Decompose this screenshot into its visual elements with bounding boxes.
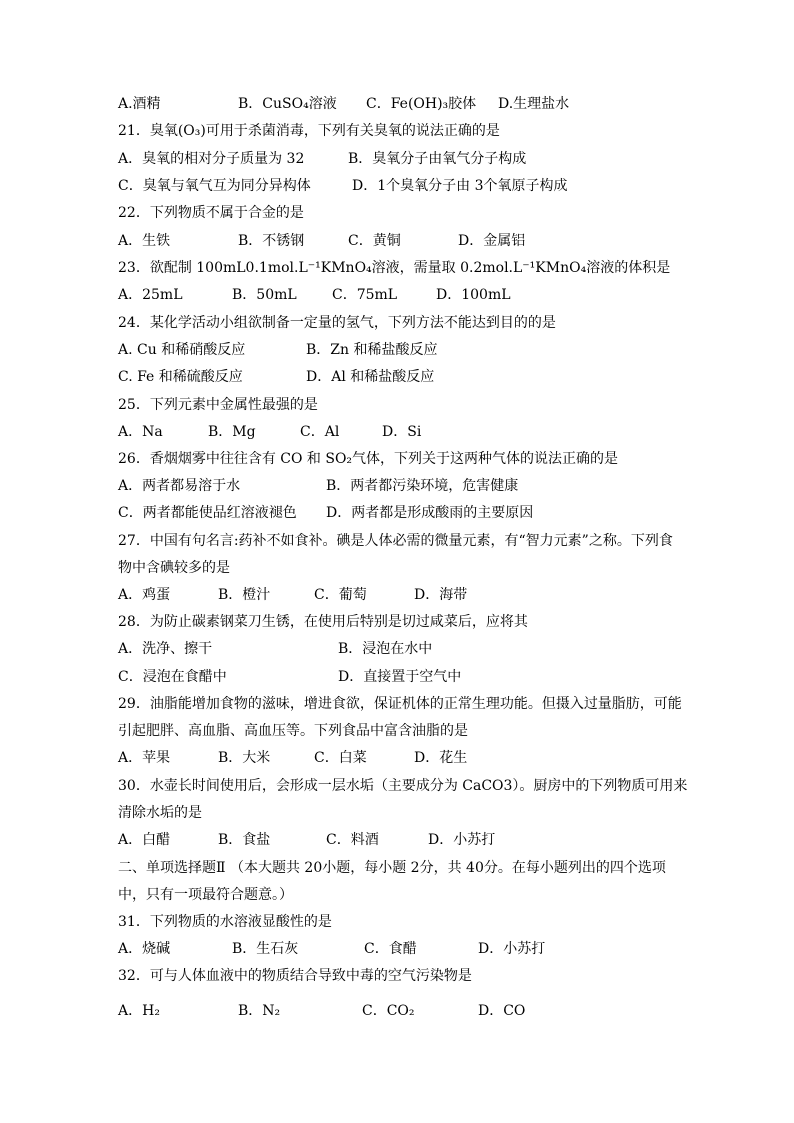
option-a: A．Na — [118, 424, 163, 440]
question-line: 32．可与人体血液中的物质结合导致中毒的空气污染物是 — [118, 968, 472, 984]
option-a: A．鸡蛋 — [118, 587, 171, 603]
option-c: C．食醋 — [364, 941, 417, 957]
options-row — [0, 367, 794, 387]
question-line: 29．油脂能增加食物的滋味，增进食欲，保证机体的正常生理功能。但摄入过量脂肪，可能 — [118, 696, 682, 712]
option-d: D．Si — [382, 424, 422, 440]
options-row — [0, 476, 794, 496]
option-b: B．浸泡在水中 — [338, 641, 433, 657]
option-d: D．小苏打 — [428, 832, 496, 848]
option-a: A.酒精 — [118, 96, 161, 112]
option-a: A．烧碱 — [118, 941, 171, 957]
option-d: D．花生 — [414, 750, 468, 766]
option-b: B．Zn 和稀盐酸反应 — [306, 342, 438, 358]
options-row — [0, 340, 794, 360]
option-a: C．两者都能使品红溶液褪色 — [118, 505, 297, 521]
options-row — [0, 639, 794, 659]
option-b: B．不锈钢 — [238, 233, 305, 249]
option-c: C．Al — [300, 424, 340, 440]
option-c: C．料酒 — [326, 832, 379, 848]
question-line: 27．中国有句名言:药补不如食补。碘是人体必需的微量元素，有“智力元素”之称。下列食 — [118, 533, 673, 549]
option-c: C．75mL — [332, 287, 398, 303]
option-a: A．两者都易溶于水 — [118, 478, 241, 494]
question-line: 中，只有一项最符合题意。） — [118, 887, 293, 903]
question-line: 30．水壶长时间使用后，会形成一层水垢（主要成分为 CaCO3）。厨房中的下列物质可用来 — [118, 778, 688, 794]
question-line: 28．为防止碳素钢菜刀生锈，在使用后特别是切过咸菜后，应将其 — [118, 614, 528, 630]
question-line: 二、单项选择题Ⅱ （本大题共 20小题，每小题 2分，共 40分。在每小题列出的四个选项 — [118, 860, 666, 876]
question-line: 25．下列元素中金属性最强的是 — [118, 397, 318, 413]
option-a: A．白醋 — [118, 832, 171, 848]
question-line: 清除水垢的是 — [118, 805, 202, 821]
option-d: D．小苏打 — [478, 941, 546, 957]
option-a: C．臭氧与氧气互为同分异构体 — [118, 178, 311, 194]
option-b: B．食盐 — [218, 832, 271, 848]
option-b: B．大米 — [218, 750, 271, 766]
option-c: C．白菜 — [314, 750, 367, 766]
question-line: 31．下列物质的水溶液显酸性的是 — [118, 914, 332, 930]
option-b: B．N₂ — [238, 1003, 281, 1019]
options-row — [0, 1001, 794, 1021]
option-a: C．浸泡在食醋中 — [118, 669, 227, 685]
option-d: D．CO — [478, 1003, 526, 1019]
option-d: D．海带 — [414, 587, 468, 603]
option-a: A．臭氧的相对分子质量为 32 — [118, 151, 305, 167]
options-row — [0, 422, 794, 442]
option-b: B．两者都污染环境，危害健康 — [326, 478, 519, 494]
option-a: A．生铁 — [118, 233, 171, 249]
question-line: 21．臭氧(O₃)可用于杀菌消毒，下列有关臭氧的说法正确的是 — [118, 123, 500, 139]
question-line: 26．香烟烟雾中往往含有 CO 和 SO₂气体，下列关于这两种气体的说法正确的是 — [118, 451, 619, 467]
option-b: B．橙汁 — [218, 587, 271, 603]
option-a: A．25mL — [118, 287, 183, 303]
option-b: D．1个臭氧分子由 3个氧原子构成 — [352, 178, 568, 194]
options-row — [0, 94, 794, 114]
option-a: C. Fe 和稀硫酸反应 — [118, 369, 243, 385]
question-line: 22．下列物质不属于合金的是 — [118, 205, 304, 221]
options-row — [0, 939, 794, 959]
option-b: B．Mg — [208, 424, 256, 440]
option-a: A. Cu 和稀硝酸反应 — [118, 342, 246, 358]
option-c: C．黄铜 — [348, 233, 401, 249]
options-row — [0, 667, 794, 687]
option-c: C．Fe(OH)₃胶体 — [366, 96, 477, 112]
question-line: 物中含碘较多的是 — [118, 560, 230, 576]
option-b: D．Al 和稀盐酸反应 — [306, 369, 435, 385]
options-row — [0, 176, 794, 196]
options-row — [0, 585, 794, 605]
option-b: B．臭氧分子由氧气分子构成 — [348, 151, 527, 167]
option-a: A．洗净、擦干 — [118, 641, 213, 657]
options-row — [0, 149, 794, 169]
option-b: D．直接置于空气中 — [338, 669, 462, 685]
option-b: D．两者都是形成酸雨的主要原因 — [326, 505, 534, 521]
options-row — [0, 503, 794, 523]
options-row — [0, 231, 794, 251]
question-line: 引起肥胖、高血脂、高血压等。下列食品中富含油脂的是 — [118, 723, 468, 739]
option-a: A．苹果 — [118, 750, 171, 766]
options-row — [0, 285, 794, 305]
option-d: D.生理盐水 — [498, 96, 570, 112]
option-b: B．CuSO₄溶液 — [238, 96, 337, 112]
option-d: D．金属铝 — [458, 233, 526, 249]
option-d: D．100mL — [436, 287, 511, 303]
question-line: 24．某化学活动小组欲制备一定量的氢气，下列方法不能达到目的的是 — [118, 315, 556, 331]
question-line: 23．欲配制 100mL0.1mol.L⁻¹KMnO₄溶液，需量取 0.2mol.L⁻¹KMnO₄溶液的体积是 — [118, 260, 671, 276]
options-row — [0, 830, 794, 850]
option-c: C．CO₂ — [362, 1003, 415, 1019]
options-row — [0, 748, 794, 768]
option-b: B．生石灰 — [232, 941, 299, 957]
option-a: A．H₂ — [118, 1003, 160, 1019]
option-c: C．葡萄 — [314, 587, 367, 603]
option-b: B．50mL — [232, 287, 297, 303]
